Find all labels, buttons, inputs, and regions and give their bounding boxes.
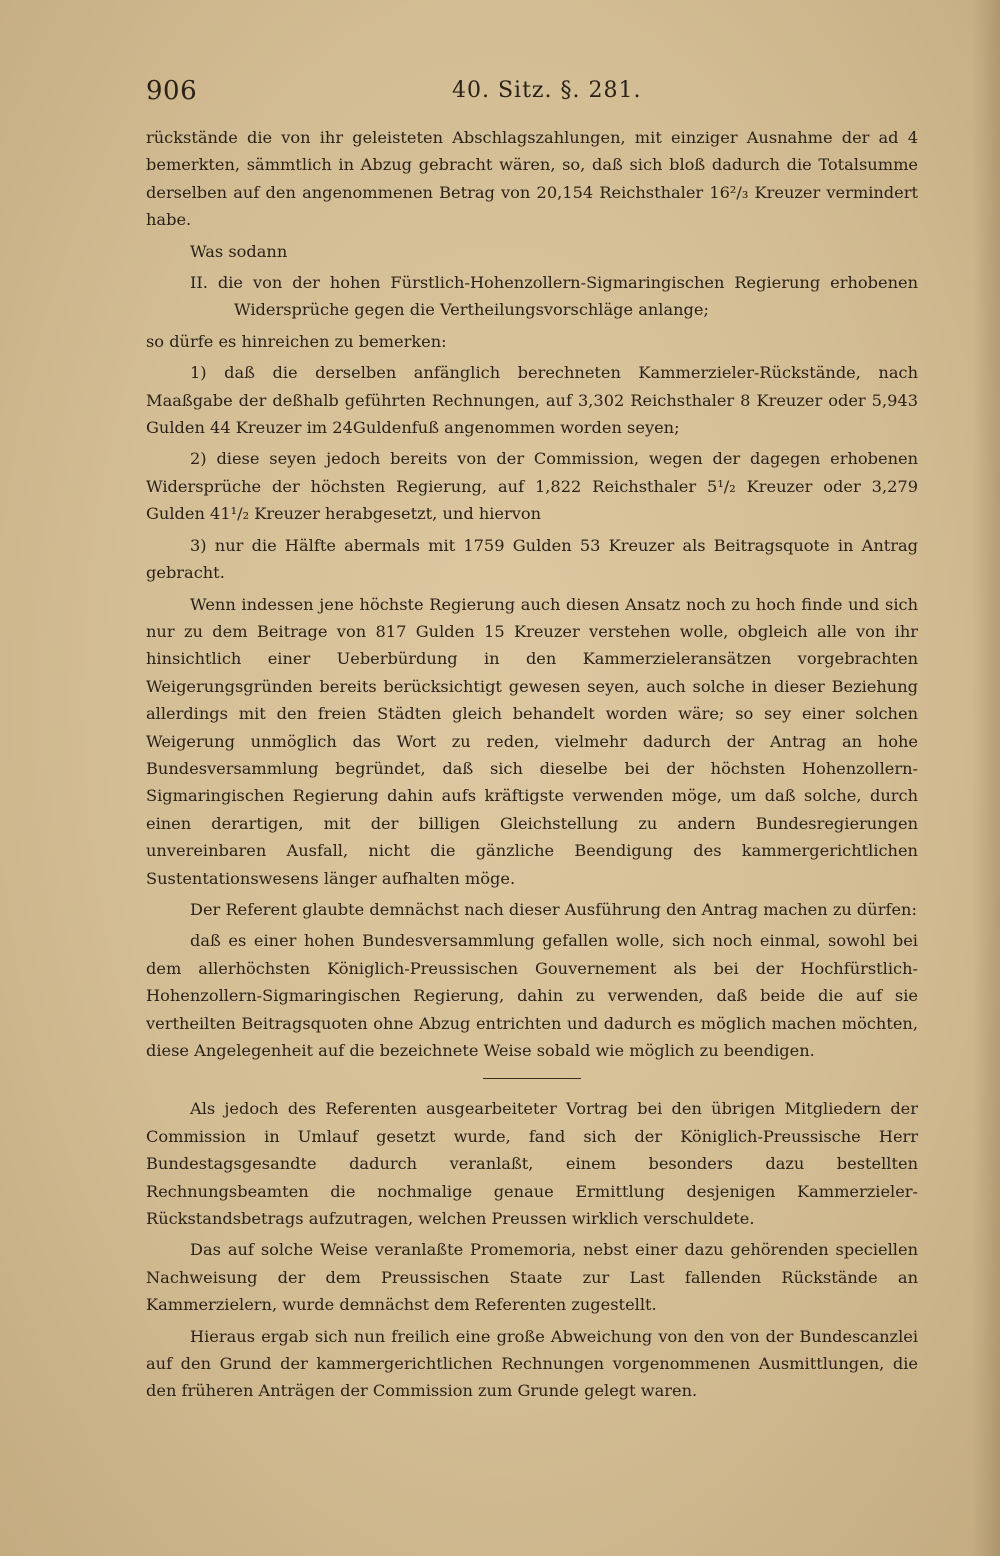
paragraph-was-sodann: Was sodann	[190, 241, 288, 261]
running-title: 40. Sitz. §. 281.	[452, 78, 642, 103]
page-body	[146, 124, 918, 1409]
paragraph-lead-in: so dürfe es hinreichen zu bemerken:	[146, 331, 447, 351]
paragraph-promemoria: Das auf solche Weise veranlaßte Promemoria, nebst einer dazu gehörenden speciellen Nachweisung der dem Preussischen Staate zur Last fallenden Rückstände an Kammerzielern, wurde demnächst dem Referenten zugestellt.	[146, 1240, 918, 1315]
paragraph-point-3: 3) nur die Hälfte abermals mit 1759 Gulden 53 Kreuzer als Beitragsquote in Antrag gebracht.	[146, 535, 918, 583]
paragraph-continuation: rückstände die von ihr geleisteten Abschlagszahlungen, mit einziger Ausnahme der ad 4 bemerkten, sämmtlich in Abzug gebracht wären, so, daß sich bloß dadurch die Totalsumme derselben auf den angenommenen Betrag von 20,154 Reichsthaler 16²/₃ Kreuzer vermindert habe.	[146, 128, 918, 230]
page-number: 906	[146, 76, 198, 106]
paragraph-commission: Als jedoch des Referenten ausgearbeiteter Vortrag bei den übrigen Mitgliedern der Commission in Umlauf gesetzt wurde, fand sich der Königlich-Preussische Herr Bundestagsgesandte dadurch veranlaßt, einem besonders dazu bestellten Rechnungsbeamten die nochmalige genaue Ermittlung desjenigen Kammerzieler-Rückstandsbetrags aufzutragen, welchen Preussen wirklich verschuldete.	[146, 1099, 918, 1229]
section-divider	[483, 1078, 581, 1079]
paragraph-argument: Wenn indessen jene höchste Regierung auch diesen Ansatz noch zu hoch finde und sich nur zu dem Beitrage von 817 Gulden 15 Kreuzer verstehen wolle, obgleich alle von ihr hinsichtlich einer Ueberbürdung in den Kammerzieleransätzen vorgebrachten Weigerungsgründen bereits berücksichtigt gewesen seyen, auch solche in dieser Beziehung allerdings mit den freien Städten gleich behandelt worden wäre; so sey einer solchen Weigerung unmöglich das Wort zu reden, vielmehr dadurch der Antrag an hohe Bundesversammlung begründet, daß sich dieselbe bei der höchsten Hohenzollern-Sigmaringischen Regierung dahin aufs kräftigste verwenden möge, um daß solche, durch einen derartigen, mit der billigen Gleichstellung zu andern Bundesregierungen unvereinbaren Ausfall, nicht die gänzliche Beendigung des kammergerichtlichen Sustentationswesens länger aufhalten möge.	[146, 594, 918, 888]
paragraph-referent: Der Referent glaubte demnächst nach dieser Ausführung den Antrag machen zu dürfen:	[190, 899, 917, 919]
paragraph-conclusion: Hieraus ergab sich nun freilich eine große Abweichung von den von der Bundescanzlei auf den Grund der kammergerichtlichen Rechnungen vorgenommenen Ausmittlungen, die den früheren Anträgen der Commission zum Grunde gelegt waren.	[146, 1326, 918, 1401]
paragraph-point-1: 1) daß die derselben anfänglich berechneten Kammerzieler-Rückstände, nach Maaßgabe der deßhalb geführten Rechnungen, auf 3,302 Reichsthaler 8 Kreuzer oder 5,943 Gulden 44 Kreuzer im 24Guldenfuß angenommen worden seyen;	[146, 363, 918, 438]
page-header	[146, 76, 918, 110]
paragraph-item-ii: II. die von der hohen Fürstlich-Hohenzollern-Sigmaringischen Regierung erhobenen Widersprüche gegen die Vertheilungsvorschläge anlange;	[190, 273, 918, 320]
page-edge-shadow	[972, 0, 1000, 1556]
paragraph-proposal: daß es einer hohen Bundesversammlung gefallen wolle, sich noch einmal, sowohl bei dem allerhöchsten Königlich-Preussischen Gouvernement als bei der Hochfürstlich-Hohenzollern-Sigmaringischen Regierung, dahin zu verwenden, daß beide die auf sie vertheilten Beitragsquoten ohne Abzug entrichten und dadurch es möglich machen möchten, diese Angelegenheit auf die bezeichnete Weise sobald wie möglich zu beendigen.	[146, 931, 918, 1060]
paragraph-point-2: 2) diese seyen jedoch bereits von der Commission, wegen der dagegen erhobenen Widersprüche der höchsten Regierung, auf 1,822 Reichsthaler 5¹/₂ Kreuzer oder 3,279 Gulden 41¹/₂ Kreuzer herabgesetzt, und hiervon	[146, 449, 918, 524]
